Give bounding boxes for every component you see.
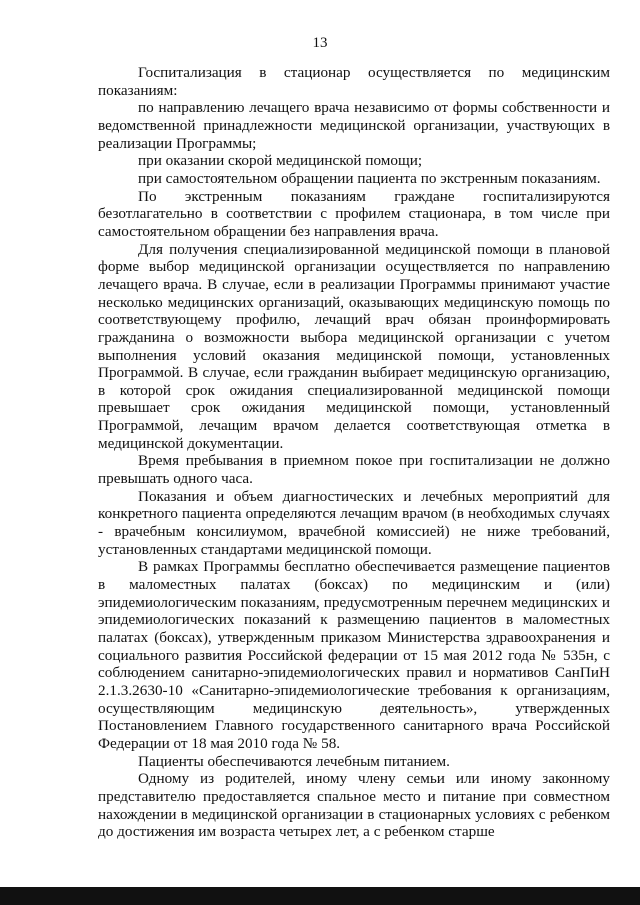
paragraph: Показания и объем диагностических и лечебных мероприятий для конкретного пациента определяются лечащим врачом (в необходимых случаях - врачебным консилиумом, врачебной комиссией) не ниже требований, установленных стандартами медицинской помощи. <box>98 487 610 558</box>
scan-edge-bar <box>0 887 640 905</box>
paragraph: Для получения специализированной медицинской помощи в плановой форме выбор медицинской организации осуществляется по направлению лечащего врача. В случае, если в реализации Программы принимают участие несколько медицинских организаций, оказывающих медицинскую помощь по соответствующему профилю, лечащий врач обязан проинформировать гражданина о возможности выбора медицинской организации с учетом выполнения условий оказания медицинской помощи, установленных Программой. В случае, если гражданин выбирает медицинскую организацию, в которой срок ожидания специализированной медицинской помощи превышает срок ожидания медицинской помощи, установленный Программой, лечащим врачом делается соответствующая отметка в медицинской документации. <box>98 240 610 452</box>
paragraph: Пациенты обеспечиваются лечебным питанием. <box>138 752 450 770</box>
paragraph: при оказании скорой медицинской помощи; <box>138 152 423 170</box>
paragraph: Время пребывания в приемном покое при госпитализации не должно превышать одного часа. <box>98 452 610 488</box>
document-body <box>98 64 610 841</box>
paragraph: В рамках Программы бесплатно обеспечивается размещение пациентов в маломестных палатах (боксах) по медицинским и (или) эпидемиологическим показаниям, предусмотренным перечнем медицинских и эпидемиологических показаний к размещению пациентов в маломестных палатах (боксах), утвержденным приказом Министерства здравоохранения и социального развития Российской федерации от 15 мая 2012 года № 535н, с соблюдением санитарно-эпидемиологических правил и нормативов СанПиН 2.1.3.2630-10 «Санитарно-эпидемиологические требования к организациям, осуществляющим медицинскую деятельность», утвержденных Постановлением Главного государственного санитарного врача Российской Федерации от 18 мая 2010 года № 58. <box>98 558 610 752</box>
page-number: 13 <box>312 35 328 51</box>
paragraph: По экстренным показаниям граждане госпитализируются безотлагательно в соответствии с профилем стационара, в том числе при самостоятельном обращении без направления врача. <box>98 187 610 240</box>
paragraph: по направлению лечащего врача независимо от формы собственности и ведомственной принадлежности медицинской организации, участвующих в реализации Программы; <box>98 99 610 152</box>
paragraph: Одному из родителей, иному члену семьи или иному законному представителю предоставляется спальное место и питание при совместном нахождении в медицинской организации в стационарных условиях с ребенком до достижения им возраста четырех лет, а с ребенком старше <box>98 770 610 841</box>
paragraph: при самостоятельном обращении пациента по экстренным показаниям. <box>138 169 601 187</box>
paragraph: Госпитализация в стационар осуществляется по медицинским показаниям: <box>98 64 610 99</box>
